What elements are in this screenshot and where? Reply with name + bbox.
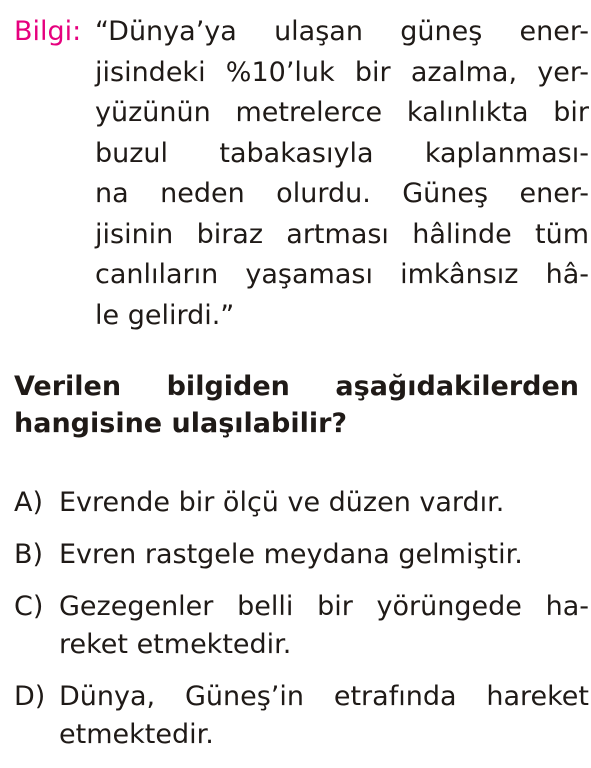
option-line: Gezegenler belli bir yörüngede ha- — [59, 591, 589, 622]
option-line: reket etmektedir. — [59, 629, 292, 660]
info-line: “Dünya’ya ulaşan güneş ener- — [95, 16, 589, 47]
info-line: le gelirdi.” — [95, 299, 235, 331]
option-line: Evren rastgele meydana gelmiştir. — [59, 539, 523, 570]
option-letter: C) — [14, 591, 44, 622]
option-c[interactable] — [14, 588, 589, 664]
option-d[interactable] — [14, 678, 589, 754]
answer-options — [14, 484, 589, 768]
question-stem — [14, 368, 579, 442]
info-text — [95, 12, 589, 336]
option-text — [59, 484, 589, 522]
info-block — [14, 12, 589, 336]
option-letter: B) — [14, 539, 44, 570]
info-label: Bilgi: — [14, 16, 82, 47]
info-line: yüzünün metrelerce kalınlıkta bir — [95, 97, 589, 128]
option-line: etmektedir. — [59, 719, 214, 750]
option-text — [59, 588, 589, 664]
option-a[interactable] — [14, 484, 589, 522]
option-line: Dünya, Güneş’in etrafında hareket — [59, 681, 589, 712]
option-line: Evrende bir ölçü ve düzen vardır. — [59, 487, 505, 518]
option-text — [59, 536, 589, 574]
info-line: jisinin biraz artması hâlinde tüm — [95, 218, 589, 250]
question-line: Verilen bilgiden aşağıdakilerden — [14, 371, 579, 402]
question-line: hangisine ulaşılabilir? — [14, 408, 348, 439]
info-line: jisindeki %10’luk bir azalma, yer- — [95, 56, 589, 88]
info-line: na neden olurdu. Güneş ener- — [95, 178, 589, 209]
option-text — [59, 678, 589, 754]
option-b[interactable] — [14, 536, 589, 574]
option-letter: A) — [14, 487, 44, 518]
info-line: canlıların yaşaması imkânsız hâ- — [95, 259, 589, 290]
info-line: buzul tabakasıyla kaplanması- — [95, 137, 589, 169]
option-letter: D) — [14, 681, 46, 712]
